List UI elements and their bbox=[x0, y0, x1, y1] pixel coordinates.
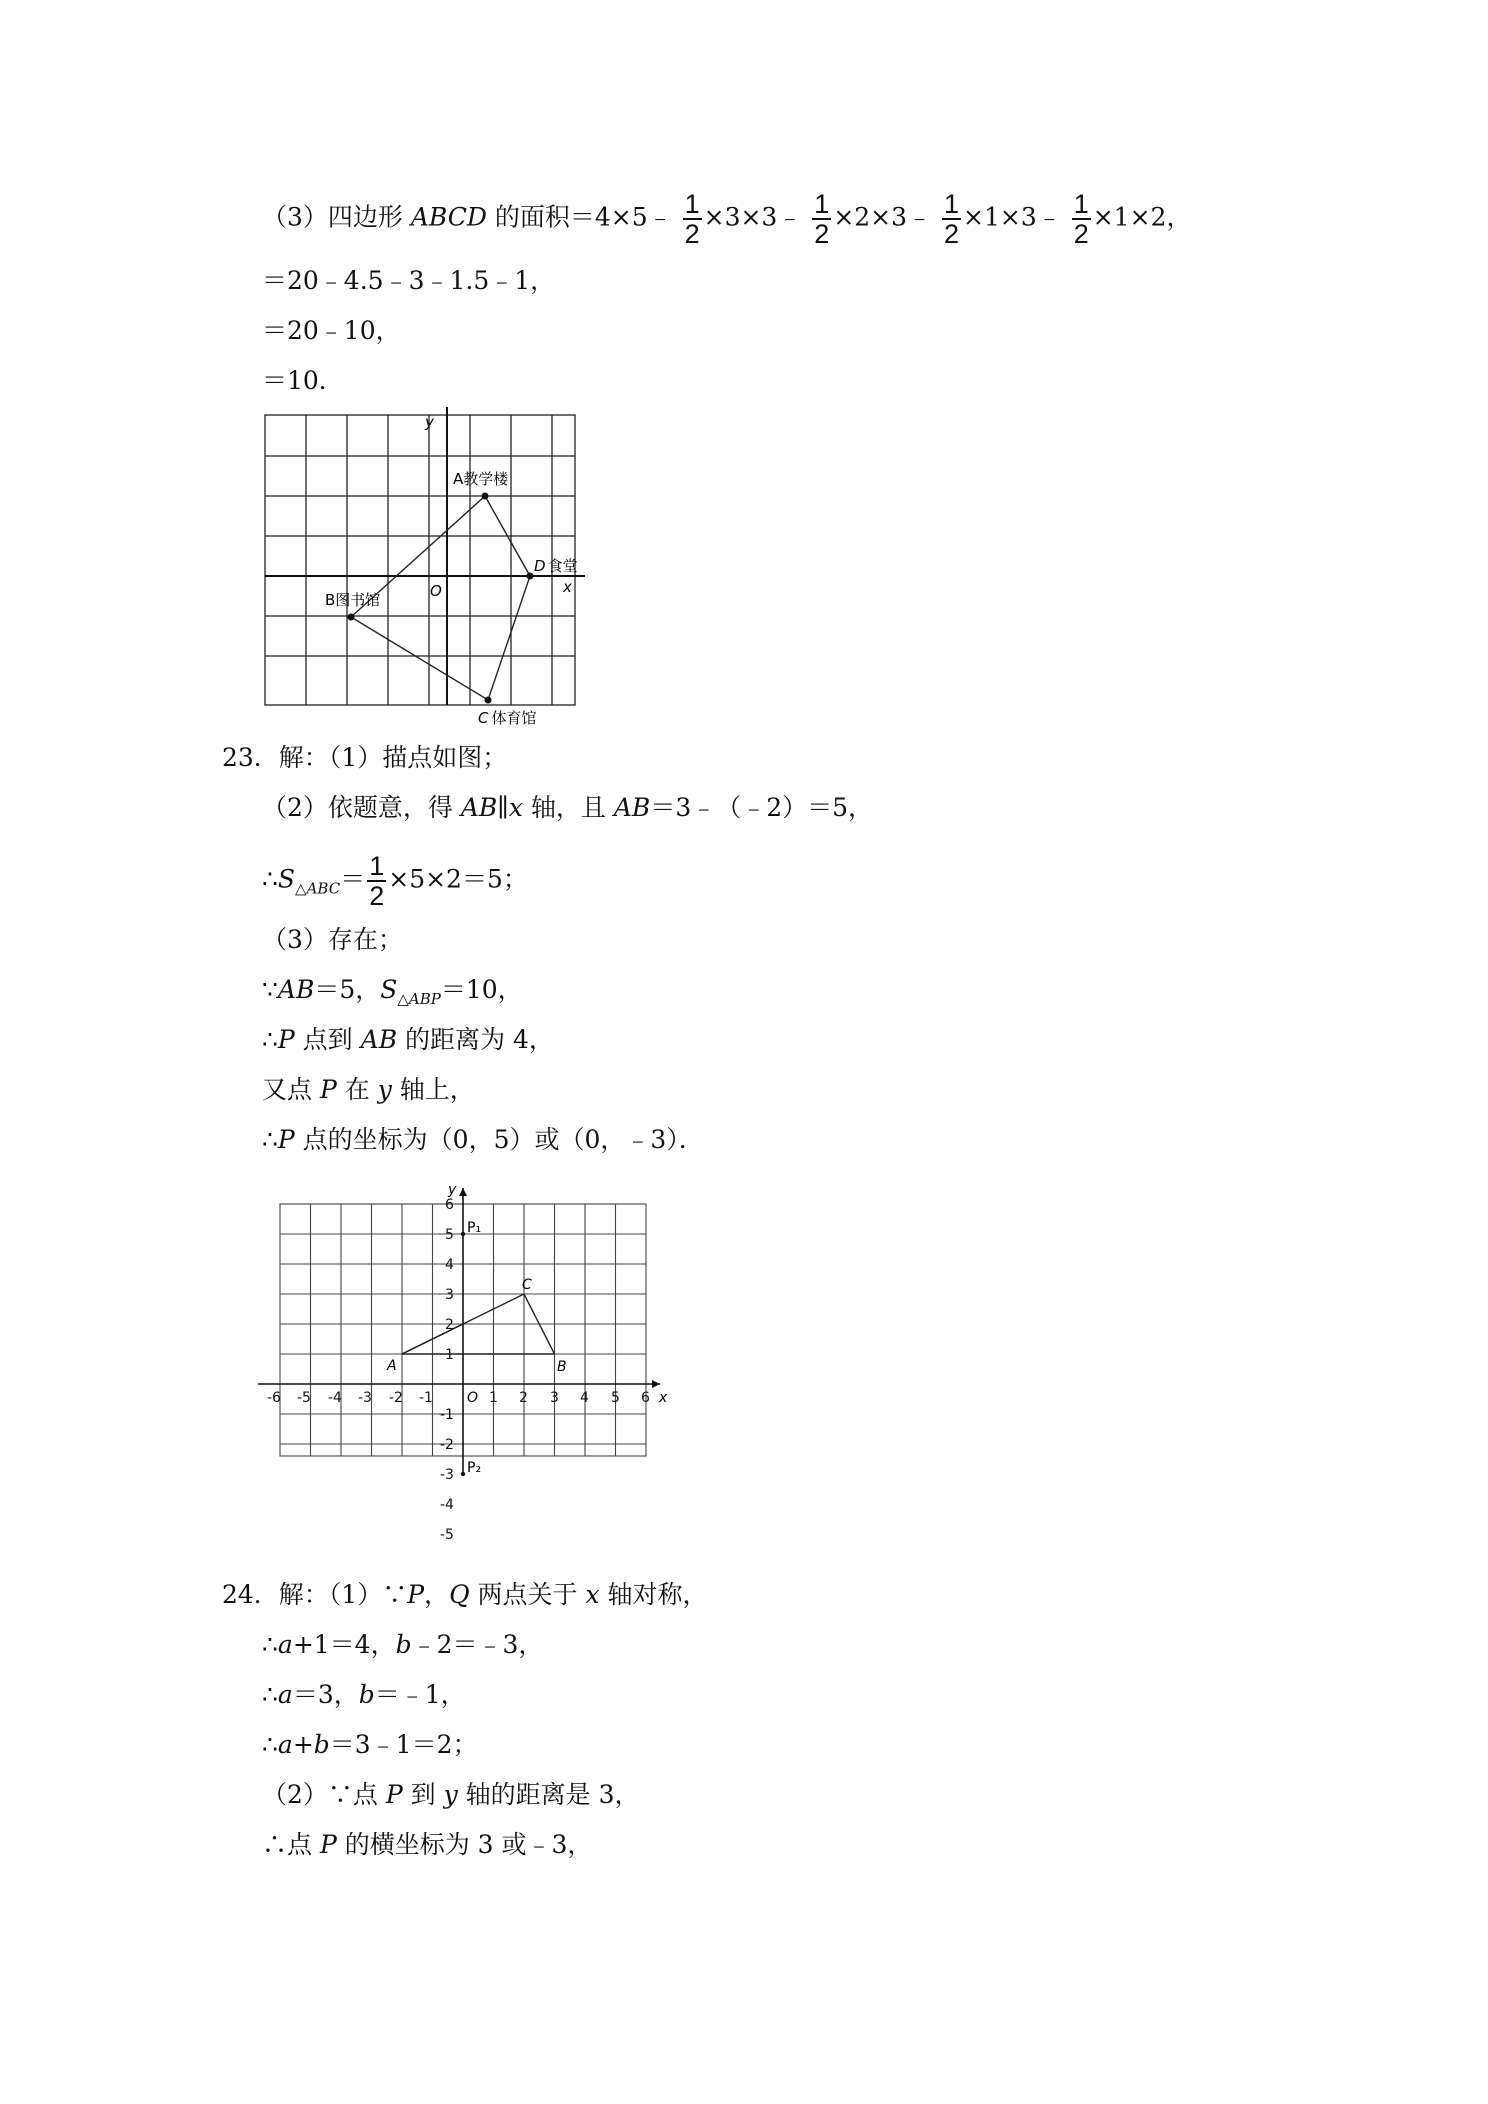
text: 在 bbox=[336, 1075, 378, 1104]
segment-ab: AB bbox=[277, 975, 315, 1004]
segment-ab: AB bbox=[613, 793, 651, 822]
numerator: 1 bbox=[369, 851, 385, 881]
x-tick: 3 bbox=[550, 1390, 559, 1406]
text: ﹣2＝﹣3， bbox=[411, 1630, 544, 1659]
y-tick: -5 bbox=[440, 1527, 454, 1543]
text: 的横坐标为 3 或﹣3， bbox=[336, 1830, 593, 1859]
text: +1＝4， bbox=[292, 1630, 396, 1659]
y-tick: 6 bbox=[445, 1197, 454, 1213]
var-b: b bbox=[395, 1630, 412, 1659]
text: 点到 bbox=[294, 1025, 361, 1054]
x-tick: -4 bbox=[328, 1390, 342, 1406]
grid bbox=[265, 415, 575, 705]
x-axis-arrow bbox=[652, 1380, 660, 1388]
q23-line-3 bbox=[262, 852, 528, 910]
var-b: b bbox=[358, 1680, 375, 1709]
q24-line-3 bbox=[262, 1680, 466, 1710]
x-tick: -3 bbox=[358, 1390, 372, 1406]
therefore-sign: ∴ bbox=[262, 1125, 278, 1154]
text: 到 bbox=[402, 1780, 444, 1809]
var-p: P bbox=[319, 1830, 337, 1859]
q23-line-5 bbox=[262, 975, 523, 1014]
x-tick: 6 bbox=[641, 1390, 650, 1406]
text: ×2×3﹣ bbox=[833, 202, 933, 232]
therefore-sign: ∴ bbox=[262, 864, 278, 894]
therefore-sign: ∴ bbox=[262, 1630, 278, 1659]
text: ×1×2， bbox=[1092, 202, 1192, 232]
tick-labels bbox=[267, 1197, 650, 1543]
var-y: y bbox=[377, 1075, 392, 1104]
y-tick: 3 bbox=[445, 1287, 454, 1303]
quad-name: ABCD bbox=[410, 202, 487, 232]
fraction-half bbox=[683, 190, 702, 248]
q23-heading: 23．解：（1）描点如图； bbox=[222, 743, 508, 772]
var-p: P bbox=[407, 1580, 425, 1609]
text: （2）∵点 bbox=[262, 1780, 386, 1809]
text: 24．解：（1）∵ bbox=[222, 1580, 408, 1609]
var-q: Q bbox=[449, 1580, 470, 1609]
figure-coordinate-plane bbox=[255, 1180, 675, 1570]
numerator: 1 bbox=[1073, 189, 1089, 219]
label-a: A bbox=[387, 1358, 397, 1374]
y-tick: -3 bbox=[440, 1467, 454, 1483]
point-a bbox=[482, 493, 489, 500]
segment-ab: AB bbox=[360, 1025, 398, 1054]
q24-line-5 bbox=[262, 1780, 640, 1810]
therefore-sign: ∴ bbox=[262, 1025, 278, 1054]
x-tick: 1 bbox=[489, 1390, 498, 1406]
y-tick: 1 bbox=[445, 1347, 454, 1363]
figure-campus-map bbox=[255, 405, 595, 725]
point-p2 bbox=[461, 1472, 465, 1476]
y-axis-label: y bbox=[425, 413, 434, 431]
y-axis-label: y bbox=[448, 1182, 457, 1198]
point-p1 bbox=[461, 1232, 465, 1236]
var-p: P bbox=[277, 1125, 295, 1154]
y-tick: 2 bbox=[445, 1317, 454, 1333]
var-s: S bbox=[277, 864, 296, 894]
denominator: 2 bbox=[944, 219, 960, 249]
q23-line-4: （3）存在； bbox=[262, 925, 403, 954]
subscript: △ABP bbox=[397, 990, 441, 1008]
q24-line-2 bbox=[262, 1630, 543, 1660]
var-p: P bbox=[385, 1780, 403, 1809]
calc-line-3: ＝20﹣10， bbox=[262, 316, 401, 345]
text: 两点关于 bbox=[469, 1580, 586, 1609]
origin-label: O bbox=[467, 1390, 479, 1406]
var-a: a bbox=[277, 1680, 293, 1709]
text: ∴点 bbox=[262, 1830, 320, 1859]
var-y: y bbox=[443, 1780, 458, 1809]
calc-line-4: ＝10． bbox=[262, 366, 344, 395]
text: ＝3， bbox=[292, 1680, 359, 1709]
text: ＝﹣1， bbox=[374, 1680, 466, 1709]
origin-label: O bbox=[430, 582, 442, 600]
therefore-sign: ∴ bbox=[262, 1730, 278, 1759]
x-axis-label: x bbox=[563, 578, 572, 596]
text: 的面积＝4×5﹣ bbox=[486, 202, 673, 232]
therefore-sign: ∴ bbox=[262, 1680, 278, 1709]
text: ＝5， bbox=[314, 975, 381, 1004]
label-a: A教学楼 bbox=[453, 470, 509, 488]
var-a: a bbox=[277, 1630, 293, 1659]
text: 又点 bbox=[262, 1075, 320, 1104]
y-tick: -1 bbox=[440, 1407, 454, 1423]
calc-line-2: ＝20﹣4.5﹣3﹣1.5﹣1， bbox=[262, 266, 556, 295]
denominator: 2 bbox=[684, 219, 700, 249]
x-tick: -2 bbox=[389, 1390, 403, 1406]
x-tick: -1 bbox=[419, 1390, 433, 1406]
var-s: S bbox=[380, 975, 398, 1004]
numerator: 1 bbox=[944, 189, 960, 219]
y-axis-arrow bbox=[459, 1188, 467, 1196]
denominator: 2 bbox=[1073, 219, 1089, 249]
q23-line-6 bbox=[262, 1025, 554, 1055]
text: + bbox=[292, 1730, 314, 1759]
fraction-half bbox=[942, 190, 961, 248]
fraction-half bbox=[812, 190, 831, 248]
text: （3）四边形 bbox=[262, 202, 411, 232]
point-c bbox=[485, 697, 492, 704]
numerator: 1 bbox=[814, 189, 830, 219]
label-p1: P₁ bbox=[467, 1220, 482, 1236]
label-p2: P₂ bbox=[467, 1460, 482, 1476]
x-axis-label: x bbox=[659, 1390, 668, 1406]
q23-line-2 bbox=[262, 793, 873, 823]
text: ， bbox=[424, 1580, 450, 1609]
var-x: x bbox=[585, 1580, 600, 1609]
text: ＝3﹣1＝2； bbox=[329, 1730, 478, 1759]
y-tick: 5 bbox=[445, 1227, 454, 1243]
point-d bbox=[527, 573, 534, 580]
text: （2）依题意，得 bbox=[262, 793, 461, 822]
label-c: C 体育馆 bbox=[478, 709, 537, 725]
q24-line-6 bbox=[262, 1830, 592, 1860]
q24-line-4 bbox=[262, 1730, 478, 1760]
x-tick: -6 bbox=[267, 1390, 281, 1406]
text: ＝3﹣（﹣2）＝5， bbox=[650, 793, 874, 822]
area-formula-line bbox=[262, 190, 1191, 248]
point-b bbox=[348, 614, 355, 621]
var-p: P bbox=[319, 1075, 337, 1104]
numerator: 1 bbox=[684, 189, 700, 219]
text: 轴上， bbox=[391, 1075, 475, 1104]
text: ＝ bbox=[340, 864, 366, 894]
parallel-sign: ∥ bbox=[497, 793, 509, 822]
q23-line-8 bbox=[262, 1125, 704, 1155]
y-tick: -4 bbox=[440, 1497, 454, 1513]
label-d: D 食堂 bbox=[534, 557, 578, 575]
x-tick: 2 bbox=[519, 1390, 528, 1406]
var-a: a bbox=[277, 1730, 293, 1759]
fraction-half bbox=[367, 852, 386, 910]
var-x: x bbox=[508, 793, 523, 822]
text: 的距离为 4， bbox=[397, 1025, 554, 1054]
denominator: 2 bbox=[369, 881, 385, 911]
text: ×1×3﹣ bbox=[963, 202, 1062, 232]
y-tick: 4 bbox=[445, 1257, 454, 1273]
text: 轴，且 bbox=[522, 793, 614, 822]
label-b: B图书馆 bbox=[325, 591, 381, 609]
text: ＝10， bbox=[440, 975, 523, 1004]
fraction-half bbox=[1072, 190, 1091, 248]
q23-line-7 bbox=[262, 1075, 475, 1105]
var-p: P bbox=[277, 1025, 295, 1054]
subscript: △ABC bbox=[295, 879, 341, 898]
q24-heading bbox=[222, 1580, 708, 1610]
label-b: B bbox=[557, 1359, 567, 1375]
text: ×3×3﹣ bbox=[703, 202, 803, 232]
x-tick: 4 bbox=[580, 1390, 589, 1406]
denominator: 2 bbox=[814, 219, 830, 249]
text: 轴对称， bbox=[599, 1580, 708, 1609]
text: 轴的距离是 3， bbox=[457, 1780, 640, 1809]
var-b: b bbox=[313, 1730, 330, 1759]
y-tick: -2 bbox=[440, 1437, 454, 1453]
label-c: C bbox=[522, 1277, 532, 1293]
segment-ab: AB bbox=[460, 793, 498, 822]
x-tick: 5 bbox=[611, 1390, 620, 1406]
because-sign: ∵ bbox=[262, 975, 278, 1004]
x-tick: -5 bbox=[297, 1390, 311, 1406]
text: 点的坐标为（0，5）或（0，﹣3）． bbox=[294, 1125, 704, 1154]
text: ×5×2＝5； bbox=[388, 864, 528, 894]
